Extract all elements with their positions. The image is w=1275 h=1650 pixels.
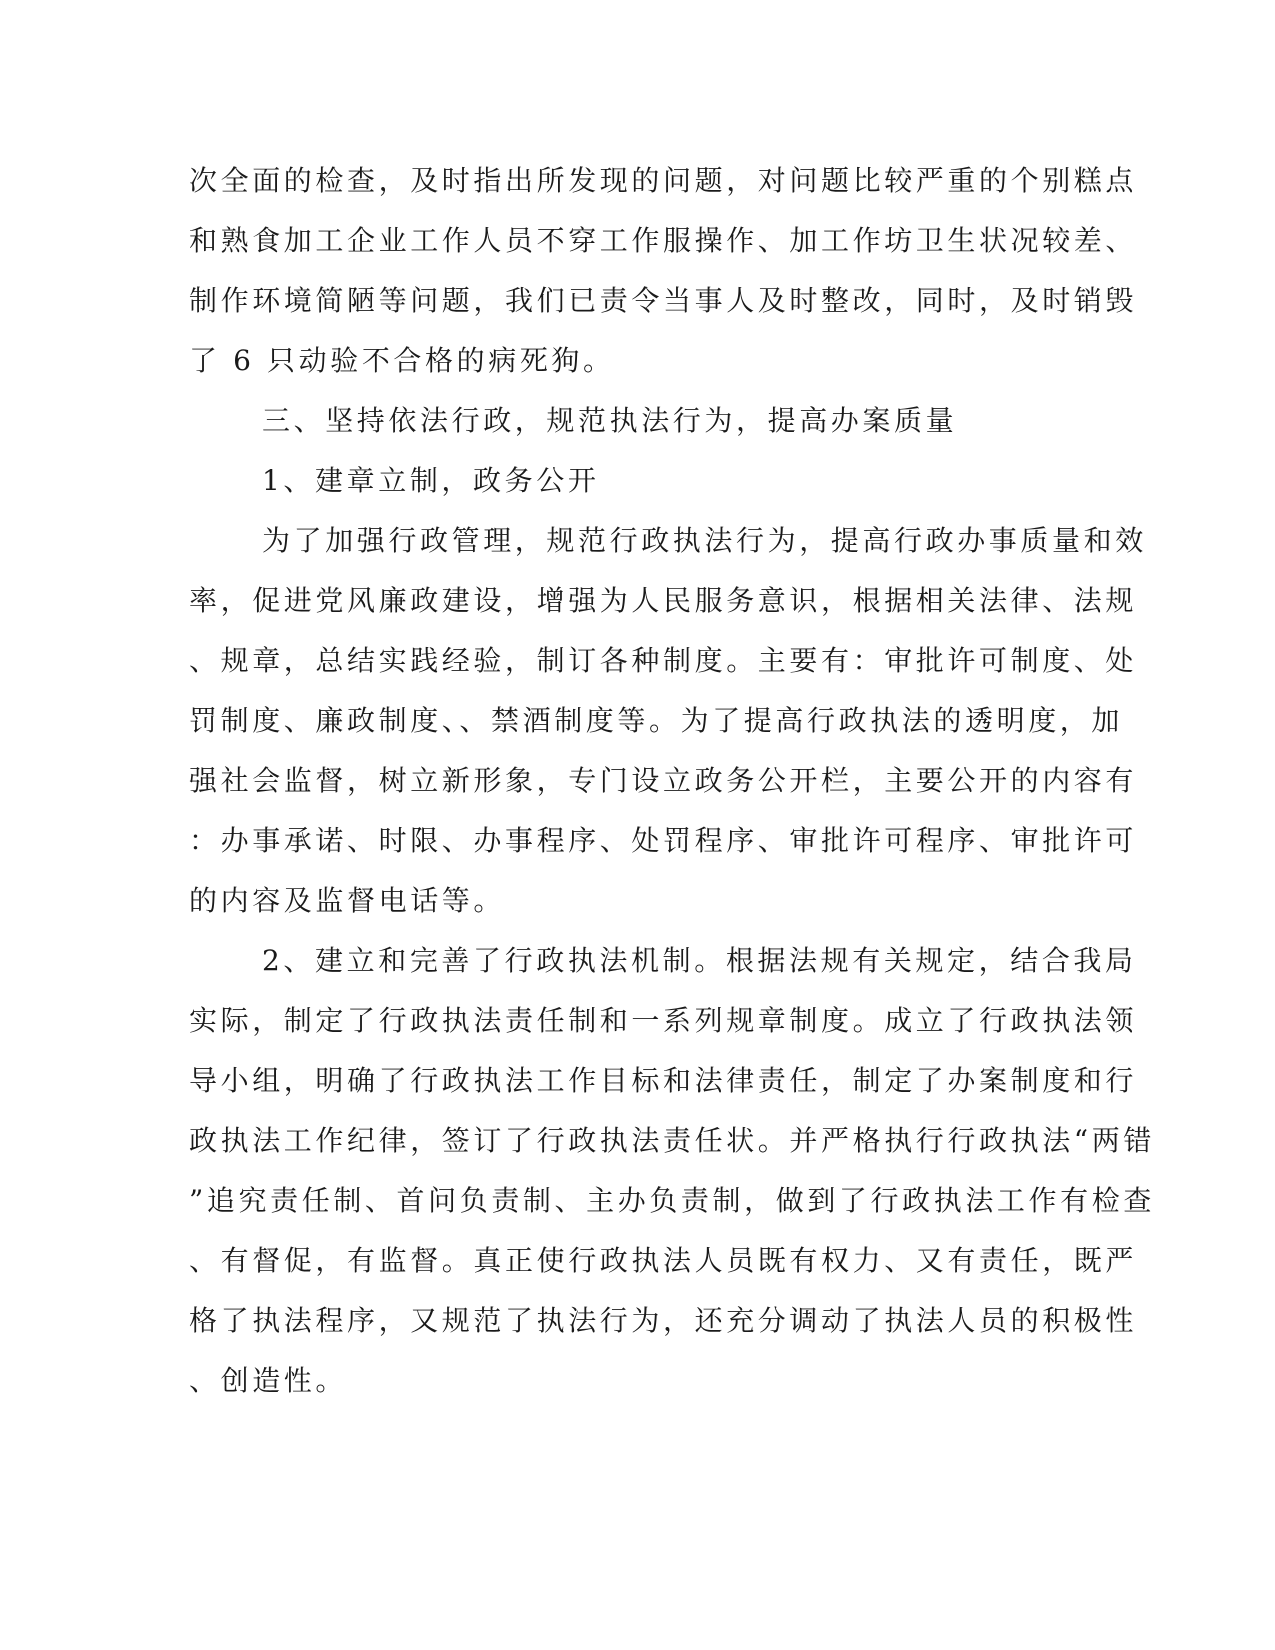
text-line: 为了加强行政管理，规范行政执法行为，提高行政办事质量和效: [262, 524, 1147, 557]
text-line: 强社会监督，树立新形象，专门设立政务公开栏，主要公开的内容有: [189, 764, 1138, 797]
text-line: 导小组，明确了行政执法工作目标和法律责任，制定了办案制度和行: [189, 1064, 1138, 1097]
section-heading: 三、坚持依法行政，规范执法行为，提高办案质量: [262, 404, 958, 437]
text-line: 制作环境简陋等问题，我们已责令当事人及时整改，同时，及时销毁: [189, 284, 1138, 317]
text-line: 格了执法程序，又规范了执法行为，还充分调动了执法人员的积极性: [189, 1304, 1138, 1337]
text-line: ：办事承诺、时限、办事程序、处罚程序、审批许可程序、审批许可: [189, 824, 1138, 857]
text-line: 率，促进党风廉政建设，增强为人民服务意识，根据相关法律、法规: [189, 584, 1138, 617]
text-line: 次全面的检查，及时指出所发现的问题，对问题比较严重的个别糕点: [189, 164, 1138, 197]
text-line: 罚制度、廉政制度、、禁酒制度等。为了提高行政执法的透明度，加: [189, 704, 1124, 737]
subsection-heading: 1、建章立制，政务公开: [262, 464, 600, 497]
text-line: 和熟食加工企业工作人员不穿工作服操作、加工作坊卫生状况较差、: [189, 224, 1138, 257]
text-line: 实际，制定了行政执法责任制和一系列规章制度。成立了行政执法领: [189, 1004, 1138, 1037]
text-line: 2、建立和完善了行政执法机制。根据法规有关规定，结合我局: [262, 944, 1137, 977]
text-line: 、规章，总结实践经验，制订各种制度。主要有：审批许可制度、处: [189, 644, 1138, 677]
text-line: ”追究责任制、首问负责制、主办负责制，做到了行政执法工作有检查: [189, 1184, 1155, 1217]
text-line: 、有督促，有监督。真正使行政执法人员既有权力、又有责任，既严: [189, 1244, 1138, 1277]
text-line: 了 6 只动验不合格的病死狗。: [189, 344, 615, 377]
text-line: 、创造性。: [189, 1364, 348, 1397]
text-line: 政执法工作纪律，签订了行政执法责任状。并严格执行行政执法“两错: [189, 1124, 1155, 1157]
text-line: 的内容及监督电话等。: [189, 884, 506, 917]
